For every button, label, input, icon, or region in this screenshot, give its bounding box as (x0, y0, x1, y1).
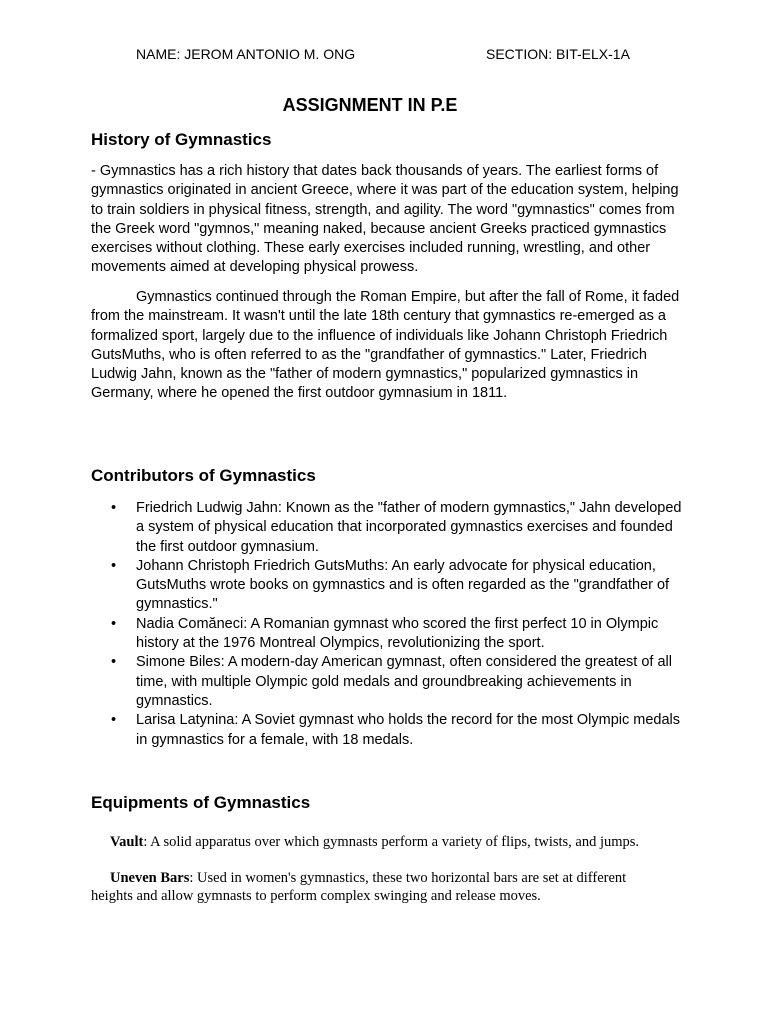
history-paragraph-2: Gymnastics continued through the Roman Empire, but after the fall of Rome, it faded from the mainstream. It wasn't until the late 18th century that gymnastics re-emerged as a formalized sport, largely due to the influence of individuals like Johann Christoph Friedrich GutsMuths, who is often referred to as the "grandfather of gymnastics." Later, Friedrich Ludwig Jahn, known as the "father of modern gymnastics," popularized gymnastics in Germany, where he opened the first outdoor gymnasium in 1811. (91, 289, 680, 402)
bullet-icon: • (111, 712, 117, 729)
bullet-icon: • (111, 615, 117, 632)
list-item (91, 711, 691, 750)
contributor-text: Nadia Comăneci: A Romanian gymnast who scored the first perfect 10 in Olympic history at the 1976 Montreal Olympics, revolutionizing the sport. (136, 615, 659, 652)
student-section: SECTION: BIT-ELX-1A (486, 46, 630, 62)
list-item (91, 653, 691, 711)
contributor-text: Simone Biles: A modern-day American gymnast, often considered the greatest of all time, with multiple Olympic gold medals and groundbreaking achievements in gymnastics. (136, 654, 672, 709)
equipments-heading: Equipments of Gymnastics (91, 793, 311, 812)
equipment-uneven-bars (91, 869, 671, 905)
equipment-term: Vault (110, 834, 144, 850)
bullet-icon: • (111, 500, 117, 516)
equipment-term: Uneven Bars (110, 870, 190, 886)
page-title: ASSIGNMENT IN P.E (282, 95, 458, 115)
history-paragraph-1: - Gymnastics has a rich history that dates back thousands of years. The earliest forms of gymnastics originated in ancient Greece, where it was part of the education system, helping to train soldiers in physical fitness, strength, and agility. The word "gymnastics" comes from the Greek word "gymnos," meaning naked, because ancient Greeks practiced gymnastics exercises without clothing. These early exercises included running, wrestling, and other movements aimed at developing physical prowess. (91, 163, 679, 276)
list-item (91, 557, 691, 615)
contributors-heading: Contributors of Gymnastics (91, 466, 316, 485)
list-item (91, 615, 691, 654)
student-name: NAME: JEROM ANTONIO M. ONG (136, 46, 356, 62)
contributor-text: Johann Christoph Friedrich GutsMuths: An early advocate for physical education, GutsMuths wrote books on gymnastics and is often regarded as the "grandfather of gymnastics." (136, 557, 670, 613)
equipment-vault (91, 833, 671, 851)
equipment-description: : Used in women's gymnastics, these two horizontal bars are set at different heights and allow gymnasts to perform complex swinging and release moves. (91, 870, 627, 904)
contributor-text: Larisa Latynina: A Soviet gymnast who holds the record for the most Olympic medals in gymnastics for a female, with 18 medals. (136, 712, 681, 748)
bullet-icon: • (111, 557, 117, 574)
history-heading: History of Gymnastics (91, 130, 272, 149)
equipment-description: : A solid apparatus over which gymnasts perform a variety of flips, twists, and jumps. (143, 834, 640, 850)
contributor-text: Friedrich Ludwig Jahn: Known as the "father of modern gymnastics," Jahn developed a system of physical education that incorporated gymnastics exercises and founded the first outdoor gymnasium. (136, 500, 682, 555)
bullet-icon: • (111, 654, 117, 671)
contributors-list (91, 499, 691, 750)
list-item (91, 499, 691, 557)
